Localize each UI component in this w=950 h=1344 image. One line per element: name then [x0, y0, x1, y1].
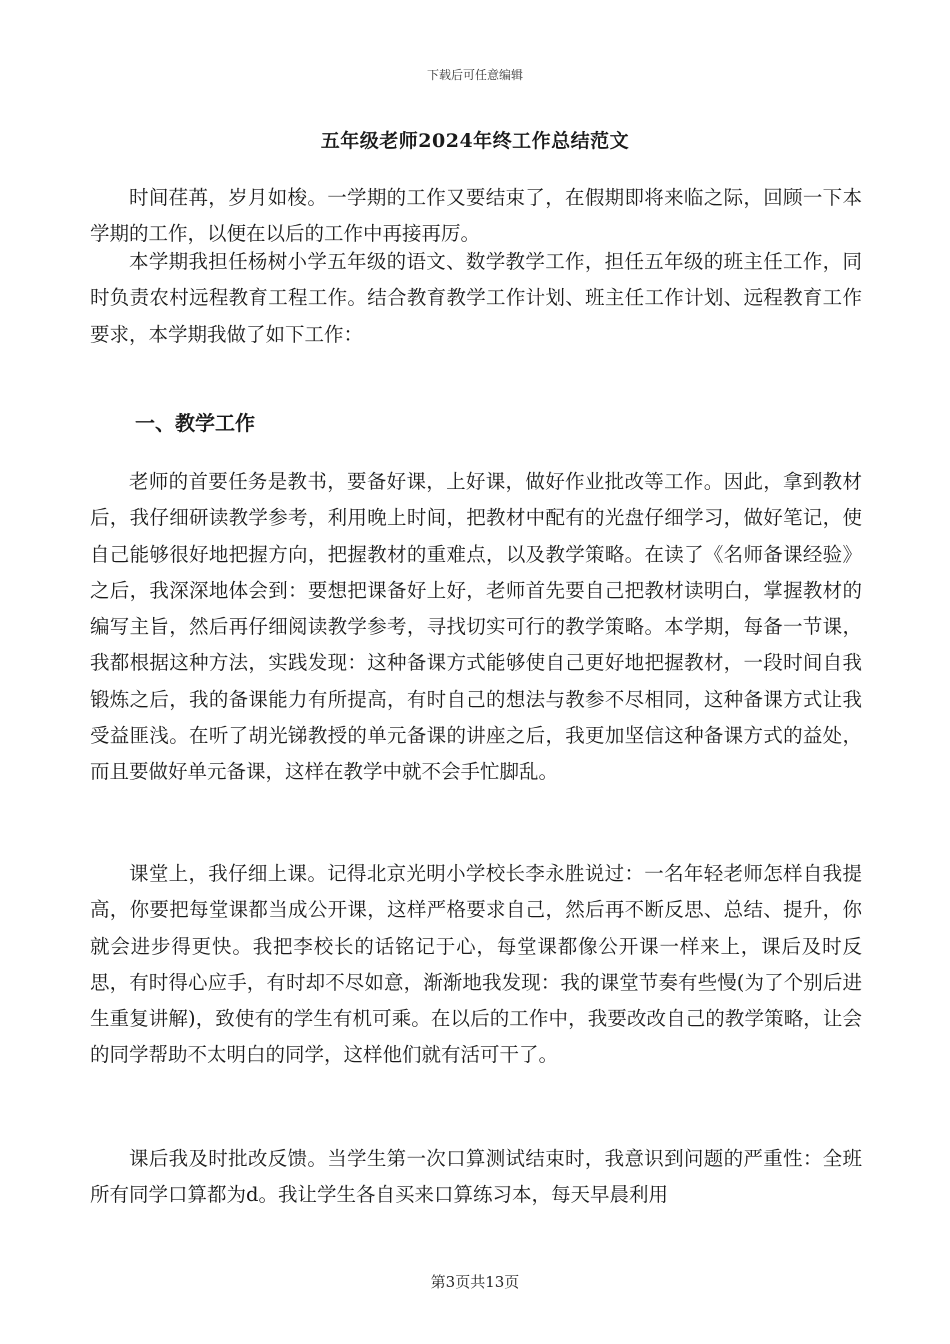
section-heading-teaching: 一、教学工作 [135, 411, 255, 435]
page-footer: 第3页共13页 [430, 1273, 520, 1291]
intro-paragraph-2: 本学期我担任杨树小学五年级的语文、数学教学工作，担任五年级的班主任工作，同时负责农村远程教育工程工作。结合教育教学工作计划、班主任工作计划、远程教育工作要求，本学期我做了如下工作： [90, 250, 862, 346]
header-note: 下载后可任意编辑 [426, 68, 523, 82]
body-paragraph-1: 老师的首要任务是教书，要备好课，上好课，做好作业批改等工作。因此，拿到教材后，我仔细研读教学参考，利用晚上时间，把教材中配有的光盘仔细学习，做好笔记，使自己能够很好地把握方向，把握教材的重难点，以及教学策略。在读了《名师备课经验》之后，我深深地体会到：要想把课备好上好，老师首先要自己把教材读明白，掌握教材的编写主旨，然后再仔细阅读教学参考，寻找切实可行的教学策略。本学期，每备一节课，我都根据这种方法，实践发现：这种备课方式能够使自己更好地把握教材，一段时间自我锻炼之后，我的备课能力有所提高，有时自己的想法与教参不尽相同，这种备课方式让我受益匪浅。在听了胡光锑教授的单元备课的讲座之后，我更加坚信这种备课方式的益处，而且要做好单元备课，这样在教学中就不会手忙脚乱。 [90, 470, 862, 784]
body-paragraph-3: 课后我及时批改反馈。当学生第一次口算测试结束时，我意识到问题的严重性：全班所有同学口算都为d。我让学生各自买来口算练习本，每天早晨利用 [90, 1147, 862, 1207]
intro-paragraph-1: 时间荏苒，岁月如梭。一学期的工作又要结束了，在假期即将来临之际，回顾一下本学期的工作，以便在以后的工作中再接再厉。 [90, 186, 862, 246]
body-paragraph-2: 课堂上，我仔细上课。记得北京光明小学校长李永胜说过：一名年轻老师怎样自我提高，你要把每堂课都当成公开课，这样严格要求自己，然后再不断反思、总结、提升，你就会进步得更快。我把李校长的话铭记于心，每堂课都像公开课一样来上，课后及时反思，有时得心应手，有时却不尽如意，渐渐地我发现：我的课堂节奏有些慢(为了个别后进生重复讲解)，致使有的学生有机可乘。在以后的工作中，我要改改自己的教学策略，让会的同学帮助不太明白的同学，这样他们就有活可干了。 [90, 862, 862, 1067]
document-title: 五年级老师2024年终工作总结范文 [320, 130, 630, 152]
